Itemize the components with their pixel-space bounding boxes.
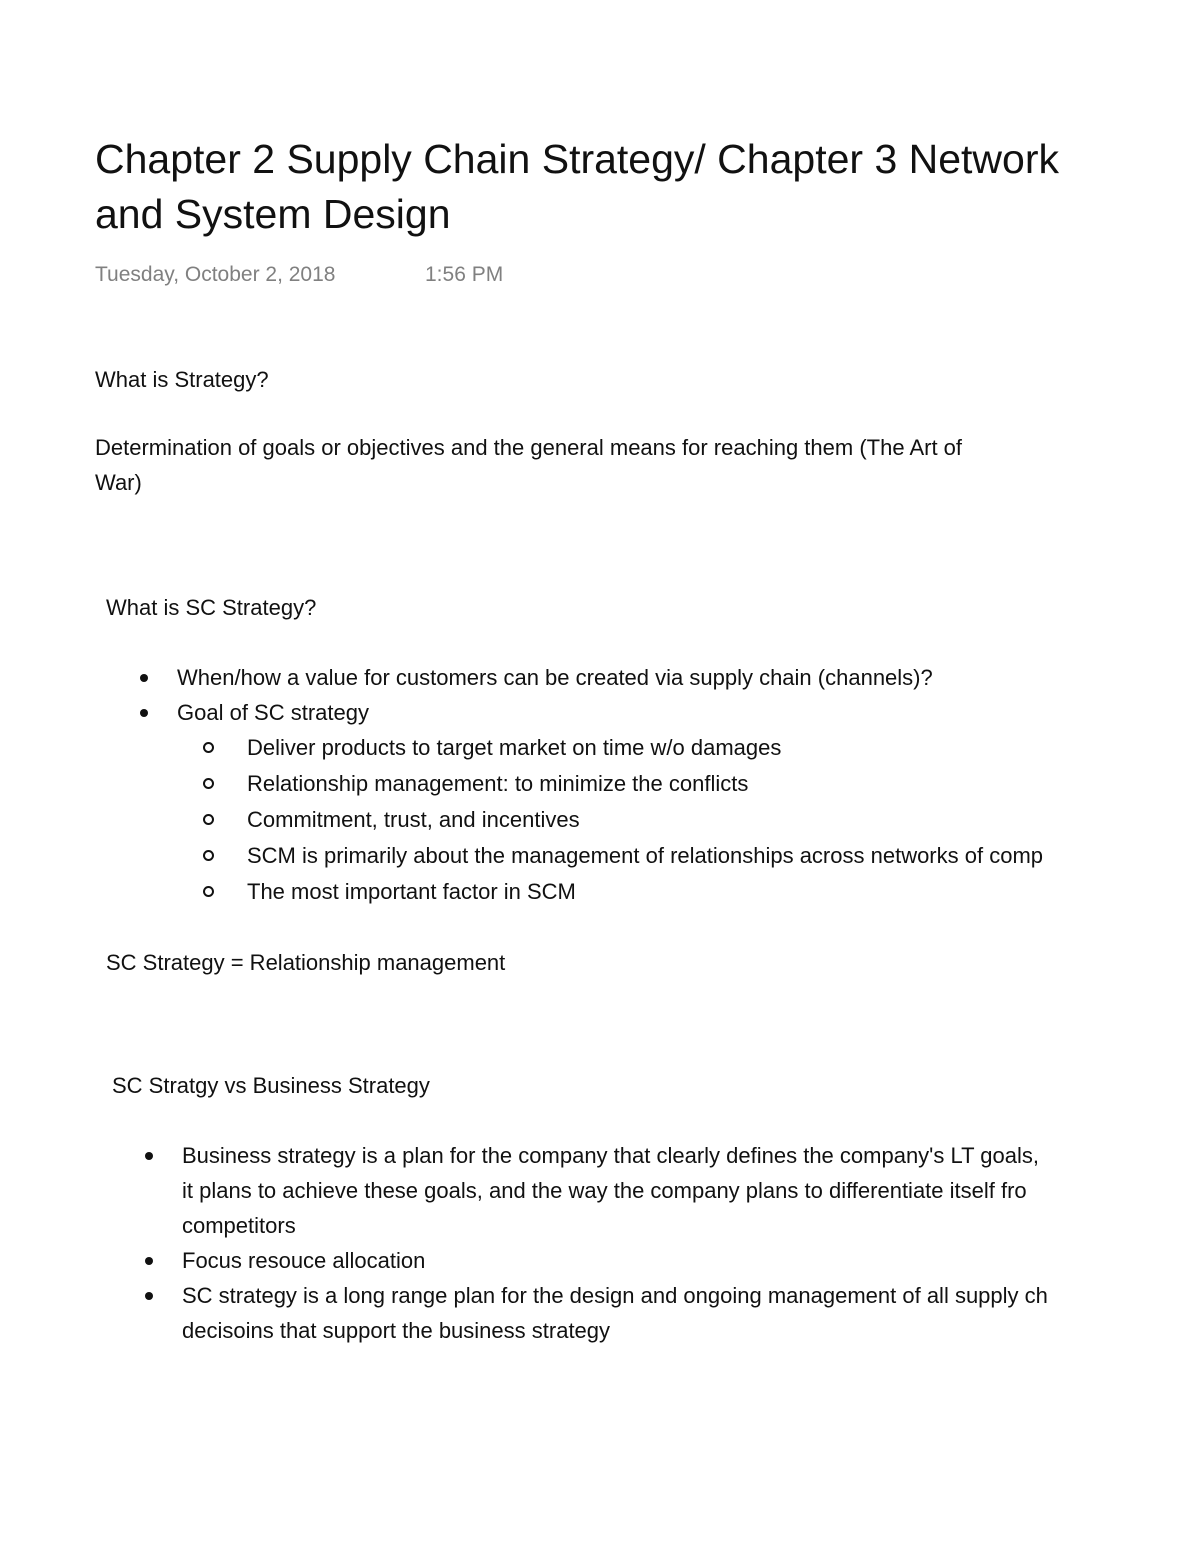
hollow-bullet-icon [203,814,214,825]
list-item [177,660,933,695]
heading-sc-vs-business-strategy: SC Stratgy vs Business Strategy [112,1073,430,1098]
sc-vs-business-bullets [182,1138,1048,1348]
list-item [247,874,1043,910]
hollow-bullet-icon [203,850,214,861]
list-item-line: Focus resouce allocation [182,1248,426,1273]
list-item-line: decisoins that support the business strategy [182,1318,611,1343]
list-item [247,838,1043,874]
sc-strategy-summary: SC Strategy = Relationship management [106,950,506,975]
list-item-text: Deliver products to target market on time w/o damages [247,735,782,760]
heading-what-is-sc-strategy: What is SC Strategy? [106,595,317,620]
hollow-bullet-icon [203,778,214,789]
bullet-icon [140,709,148,717]
list-item [182,1243,1048,1278]
definition-line-2: War) [95,470,142,495]
list-item-text: When/how a value for customers can be created via supply chain (channels)? [177,665,933,690]
list-item-text: Commitment, trust, and incentives [247,807,580,832]
list-item [182,1278,1048,1348]
list-item-text: Goal of SC strategy [177,700,369,725]
list-item [247,802,1043,838]
page-title-line-1: Chapter 2 Supply Chain Strategy/ Chapter 3 Network [95,136,1060,182]
page-title-line-2: and System Design [95,191,451,237]
sc-goal-sub-bullets [247,730,1043,910]
list-item-text: SCM is primarily about the management of relationships across networks of comp [247,843,1044,868]
list-item-text: The most important factor in SCM [247,879,576,904]
bullet-icon [145,1257,153,1265]
sc-strategy-bullets [177,660,933,730]
list-item-line: it plans to achieve these goals, and the way the company plans to differentiate itself fro [182,1178,1027,1203]
hollow-bullet-icon [203,886,214,897]
list-item [247,730,1043,766]
note-time: 1:56 PM [425,263,504,286]
heading-what-is-strategy: What is Strategy? [95,367,269,392]
page-title [95,132,1200,242]
bullet-icon [140,674,148,682]
list-item [177,695,933,730]
note-date: Tuesday, October 2, 2018 [95,263,336,286]
list-item [247,766,1043,802]
list-item-line: competitors [182,1213,296,1238]
hollow-bullet-icon [203,742,214,753]
list-item-line: Business strategy is a plan for the company that clearly defines the company's LT goals, [182,1143,1039,1168]
definition-line-1: Determination of goals or objectives and the general means for reaching them (The Art of [95,435,963,460]
bullet-icon [145,1292,153,1300]
list-item-line: SC strategy is a long range plan for the design and ongoing management of all supply ch [182,1283,1048,1308]
bullet-icon [145,1152,153,1160]
note-timestamp [95,263,504,287]
list-item [182,1138,1048,1243]
list-item-text: Relationship management: to minimize the conflicts [247,771,749,796]
